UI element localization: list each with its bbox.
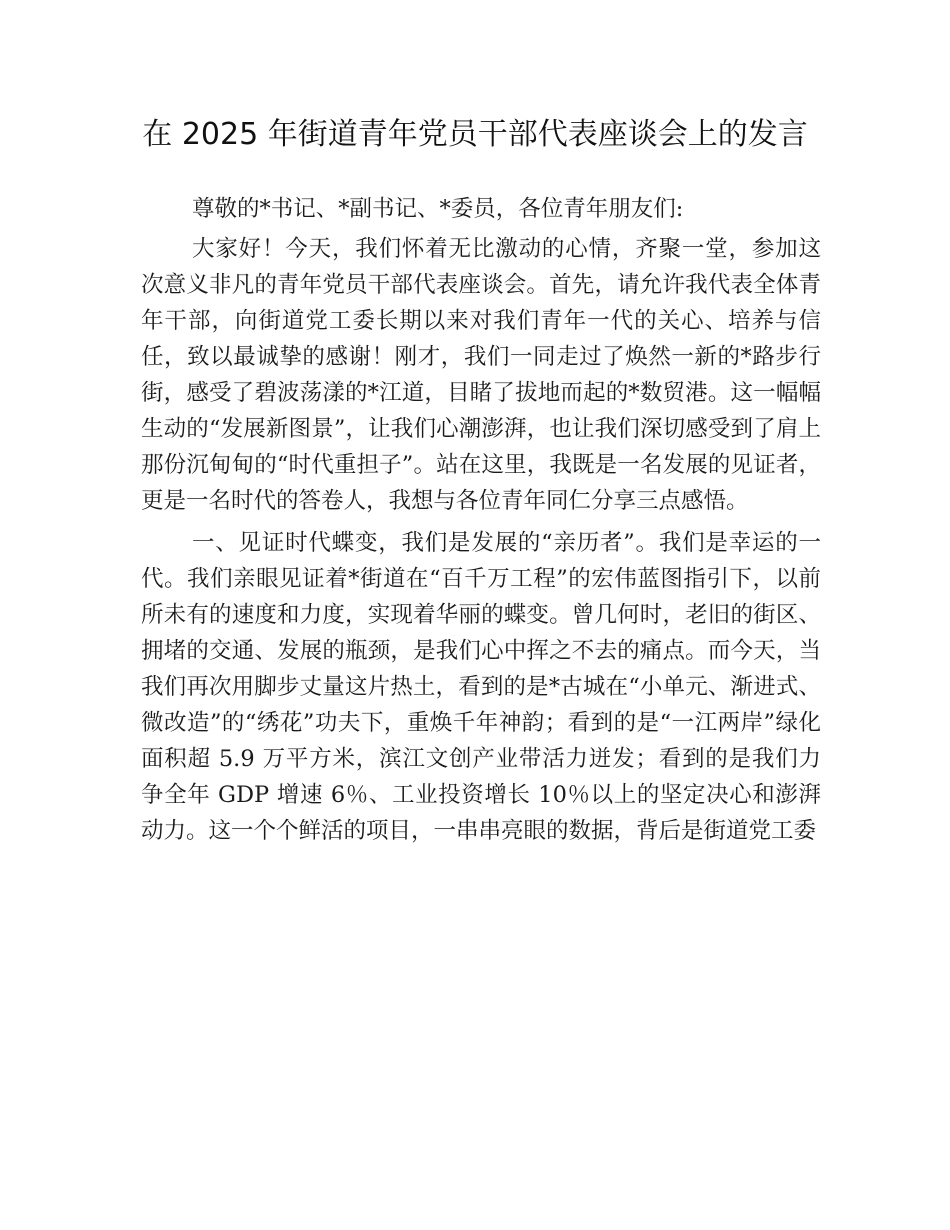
- document-body: [141, 191, 821, 855]
- paragraph-point-one: 一、见证时代蝶变，我们是发展的“亲历者”。我们是幸运的一代。我们亲眼见证着*街道在“百千万工程”的宏伟蓝图指引下，以前所未有的速度和力度，实现着华丽的蝶变。曾几何时，老旧的街区、拥堵的交通、发展的瓶颈，是我们心中挥之不去的痛点。而今天，当我们再次用脚步丈量这片热土，看到的是*古城在“小单元、渐进式、微改造”的“绣花”功夫下，重焕千年神韵；看到的是“一江两岸”绿化面积超 5.9 万平方米，滨江文创产业带活力迸发；看到的是我们力争全年 GDP 增速 6％、工业投资增长 10％以上的坚定决心和澎湃动力。这一个个鲜活的项目，一串串亮眼的数据，背后是街道党工委: [141, 530, 821, 844]
- salutation: 尊敬的*书记、*副书记、*委员，各位青年朋友们:: [192, 196, 684, 222]
- document-title: 在 2025 年街道青年党员干部代表座谈会上的发言: [142, 117, 808, 152]
- paragraph-opening: 大家好！今天，我们怀着无比激动的心情，齐聚一堂，参加这次意义非凡的青年党员干部代表座谈会。首先，请允许我代表全体青年干部，向街道党工委长期以来对我们青年一代的关心、培养与信任，致以最诚挚的感谢！刚才，我们一同走过了焕然一新的*路步行街，感受了碧波荡漾的*江道，目睹了拔地而起的*数贸港。这一幅幅生动的“发展新图景”，让我们心潮澎湃，也让我们深切感受到了肩上那份沉甸甸的“时代重担子”。站在这里，我既是一名发展的见证者，更是一名时代的答卷人，我想与各位青年同仁分享三点感悟。: [141, 236, 821, 514]
